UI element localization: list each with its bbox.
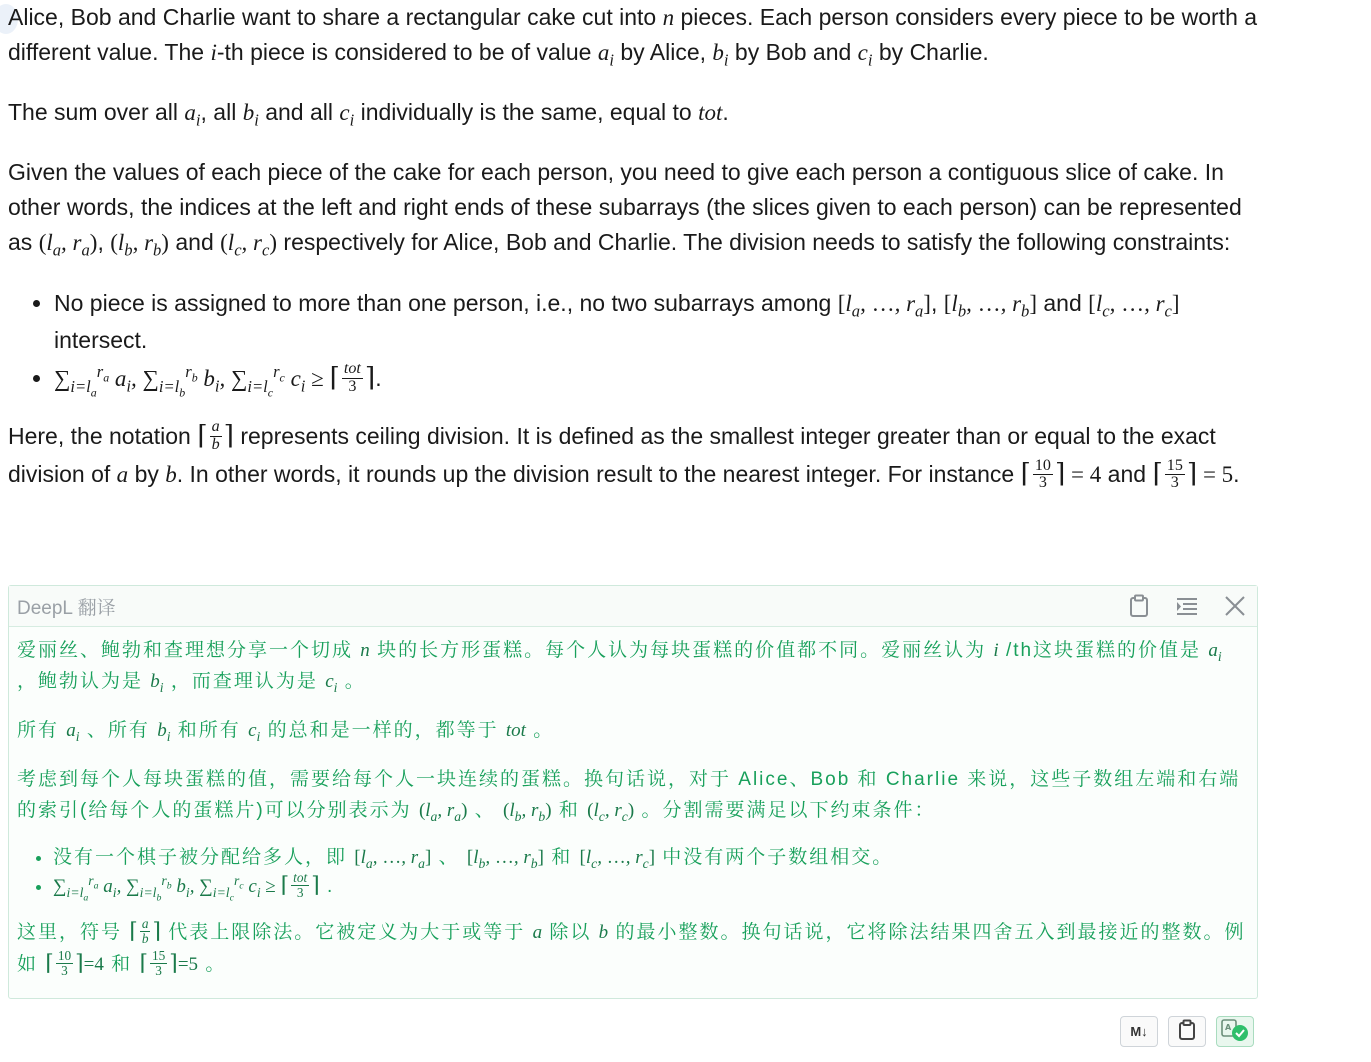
text: 块的长方形蛋糕。每个人认为每块蛋糕的价值都不同。爱丽丝认为 [377, 640, 987, 661]
math-ci: $c_i$ [857, 40, 873, 70]
math-bi: $b_i$ [242, 100, 259, 130]
statement-paragraph-1 [8, 0, 1263, 70]
text: respectively for Alice, Bob and Charlie. The division needs to satisfy the following constraints: [283, 229, 1231, 255]
math-example-10: ⌈ $\frac{10}{3}$ ⌉ = 4 [1020, 456, 1102, 492]
text: /th这块蛋糕的价值是 [1005, 640, 1202, 661]
text: Here, the notation [8, 423, 191, 450]
constraint-item-1: • No piece is assigned to more than one person, i.e., no two subarrays among [$l_a$, …, $r_a$], [$l_b$, …, $r_b$] and [$l_c$, …, $r_c$] intersect. [54, 285, 1263, 359]
statement-paragraph-4: Here, the notation ⌈ $\frac{a}{b}$ ⌉ represents ceiling division. It is defined as the smallest integer greater than or equal to the exact division of a by b. In other words, it rounds up the division result to the nearest integer. For instance ⌈ $\frac{10}{3}$ ⌉ = 4 and ⌈ $\frac{15}{3}$ ⌉ = 5. [8, 418, 1240, 492]
clipboard-icon [1178, 1019, 1196, 1044]
math-tot: tot [505, 720, 526, 741]
close-icon[interactable] [1221, 593, 1249, 619]
deepl-title: DeepL 翻译 [17, 597, 116, 619]
deepl-constraint-item-1 [53, 844, 1249, 872]
statement-paragraph-3: Given the values of each piece of the cake for each person, you need to give each person a contiguous slice of cake. In other words, the indices at the left and right ends of these subarrays (the slices given to each person) can be represented as ($l_a$, $r_a$), ($l_b$, $r_b$) and ($l_c$, $r_c$) respectively for Alice, Bob and Charlie. The division needs to satisfy the following constraints: [8, 159, 1242, 260]
text: and all [265, 99, 333, 125]
text: 。 [533, 720, 555, 741]
text: intersect. [54, 327, 148, 353]
copy-button[interactable] [1168, 1016, 1206, 1047]
math-ai: $a_i$ [597, 40, 614, 70]
text: 考虑到每个人每块蛋糕的值，需要给每个人一块连续的蛋糕。换句话说，对于 Alice、Bob 和 Charlie 来说，这些子数组左端和右端的索引(给每个人的蛋糕片)可以分别表示为 [17, 769, 1241, 821]
text: 的最小整数。换句话说，它将除法结果四舍五入到最接近的整数。例如 [17, 922, 1246, 976]
text: 这里，符号 [17, 922, 123, 944]
clipboard-icon[interactable] [1125, 593, 1153, 619]
text: represents ceiling division. It is defined as the smallest integer greater than or equal to the exact division of [8, 423, 1216, 488]
math-range-b: [$l_b$, …, $r_b$] [466, 847, 544, 871]
text: The sum over all [8, 99, 179, 125]
math-n: n [662, 5, 675, 30]
bottom-toolbar [1120, 1016, 1254, 1047]
math-ci: $c_i$ [325, 671, 338, 695]
deepl-paragraph-3 [17, 764, 1249, 826]
text: and [175, 229, 214, 255]
math-bi: $b_i$ [150, 671, 164, 695]
lines-icon[interactable] [1173, 593, 1201, 619]
math-a: a [116, 462, 129, 488]
math-ai: $a_i$ [184, 100, 201, 130]
math-range-b: [$l_b$, …, $r_b$] [943, 291, 1037, 321]
svg-text:A: A [1225, 1023, 1232, 1032]
text: . In other words, it rounds up the division result to the nearest integer. For instance [176, 461, 1015, 488]
text: , all [200, 99, 237, 125]
text: 和所有 [177, 720, 241, 741]
text: -th piece is considered to be of value [216, 39, 592, 65]
text: 和 [558, 800, 580, 821]
math-tot: tot [698, 100, 723, 125]
math-n: n [360, 640, 370, 661]
text: 。分割需要满足以下约束条件： [641, 800, 936, 821]
text: 除以 [549, 922, 592, 944]
text: No piece is assigned to more than one person, i.e., no two subarrays among [54, 290, 832, 316]
deepl-paragraph-4 [17, 916, 1249, 980]
text: by Alice, [620, 39, 707, 65]
math-example-15: ⌈ $\frac{15}{3}$ ⌉=5 [139, 948, 199, 979]
markdown-button[interactable]: M↓ [1120, 1016, 1158, 1047]
text: 。 [205, 954, 227, 976]
text: 代表上限除法。它被定义为大于或等于 [168, 922, 526, 944]
math-bi: $b_i$ [157, 720, 171, 744]
text: 中没有两个子数组相交。 [662, 847, 894, 868]
math-sum-inequality: $\sum_{i=l_a}^{r_a}$ $a_i$, $\sum_{i=l_b}^{r_b}$ $b_i$, $\sum_{i=l_c}^{r_c}$ $c_i$ ≥ ⌈ $\frac{\text{tot}}{3}$ ⌉ [53, 870, 320, 904]
text: pieces. Each person considers every piece to be worth a different value. The [8, 4, 1258, 65]
math-ai: $a_i$ [1208, 640, 1222, 664]
math-lb-rb: ($l_b$, $r_b$) [503, 800, 552, 824]
constraints-list [8, 285, 1263, 398]
math-example-10: ⌈ $\frac{10}{3}$ ⌉=4 [45, 948, 104, 979]
math-la-ra: ($l_a$, $r_a$) [38, 230, 98, 260]
problem-statement [8, 0, 1263, 519]
text: 和 [111, 954, 133, 976]
deepl-header [9, 586, 1257, 627]
deepl-paragraph-1 [17, 635, 1249, 697]
translate-check-icon [1221, 1018, 1249, 1045]
math-la-ra: ($l_a$, $r_a$) [418, 800, 468, 824]
text: and [1043, 290, 1082, 316]
text: 没有一个棋子被分配给多人，即 [53, 847, 348, 868]
text: 、 [474, 800, 496, 821]
text: Given the values of each piece of the cake for each person, you need to give each person a contiguous slice of cake. In other words, the indices at the left and right ends of these subarrays (the slices given to each person) can be represented as [8, 159, 1242, 255]
math-i: i [210, 40, 217, 65]
constraint-item-2: • $\sum_{i=l_a}^{r_a}$ $a_i$, $\sum_{i=l_b}^{r_b}$ $b_i$, $\sum_{i=l_c}^{r_c}$ $c_i$ ≥ ⌈ $\frac{\text{tot}}{3}$ ⌉. [54, 359, 1263, 398]
text: Alice, Bob and Charlie want to share a rectangular cake cut into [8, 4, 657, 30]
text: 的总和是一样的，都等于 [267, 720, 499, 741]
math-bi: $b_i$ [712, 40, 729, 70]
math-ceil-ab: ⌈ $\frac{a}{b}$ ⌉ [129, 916, 162, 947]
math-range-a: [$l_a$, …, $r_a$] [354, 847, 432, 871]
deepl-translation-panel [8, 585, 1258, 999]
math-lc-rc: ($l_c$, $r_c$) [220, 230, 278, 260]
text: and [1107, 461, 1147, 488]
deepl-toolbar [1125, 593, 1249, 619]
deepl-constraints-list [17, 844, 1249, 902]
text: 爱丽丝、鲍勃和查理想分享一个切成 [17, 640, 354, 661]
math-range-c: [$l_c$, …, $r_c$] [579, 847, 656, 871]
text: individually is the same, equal to [360, 99, 692, 125]
math-a: a [532, 922, 543, 944]
text: 、 [438, 847, 460, 868]
math-example-15: ⌈ $\frac{15}{3}$ ⌉ = 5 [1152, 456, 1234, 492]
math-b: b [165, 462, 177, 488]
translate-button[interactable] [1216, 1016, 1254, 1047]
deepl-body [9, 627, 1257, 980]
math-lb-rb: ($l_b$, $r_b$) [110, 230, 169, 260]
math-range-a: [$l_a$, …, $r_a$] [837, 291, 931, 321]
math-lc-rc: ($l_c$, $r_c$) [587, 800, 635, 824]
math-ci: $c_i$ [248, 720, 261, 744]
text: 和 [551, 847, 573, 868]
text: by Charlie. [878, 39, 989, 65]
math-range-c: [$l_c$, …, $r_c$] [1088, 291, 1180, 321]
deepl-constraint-item-2: • $\sum_{i=l_a}^{r_a}$ $a_i$, $\sum_{i=l_b}^{r_b}$ $b_i$, $\sum_{i=l_c}^{r_c}$ $c_i$ ≥ ⌈ $\frac{\text{tot}}{3}$ ⌉ . [53, 872, 1249, 902]
math-ci: $c_i$ [339, 100, 355, 130]
deepl-paragraph-2 [17, 715, 1249, 746]
math-i: i [993, 640, 999, 661]
text: 、所有 [86, 720, 150, 741]
text: ，而查理认为是 [170, 671, 318, 692]
text: by [134, 461, 159, 488]
math-ai: $a_i$ [66, 720, 80, 744]
text: by Bob and [734, 39, 852, 65]
text: ，鲍勃认为是 [17, 671, 144, 692]
text: 。 [344, 671, 366, 692]
statement-paragraph-2: The sum over all $a_i$, all $b_i$ and all $c_i$ individually is the same, equal to tot. [8, 99, 729, 130]
math-ceil-ab: ⌈ $\frac{a}{b}$ ⌉ [197, 418, 234, 454]
text: 所有 [17, 720, 60, 741]
math-b: b [598, 922, 609, 944]
math-sum-inequality: $\sum_{i=l_a}^{r_a}$ $a_i$, $\sum_{i=l_b}^{r_b}$ $b_i$, $\sum_{i=l_c}^{r_c}$ $c_i$ ≥ ⌈ $\frac{\text{tot}}{3}$ ⌉ [54, 360, 376, 399]
